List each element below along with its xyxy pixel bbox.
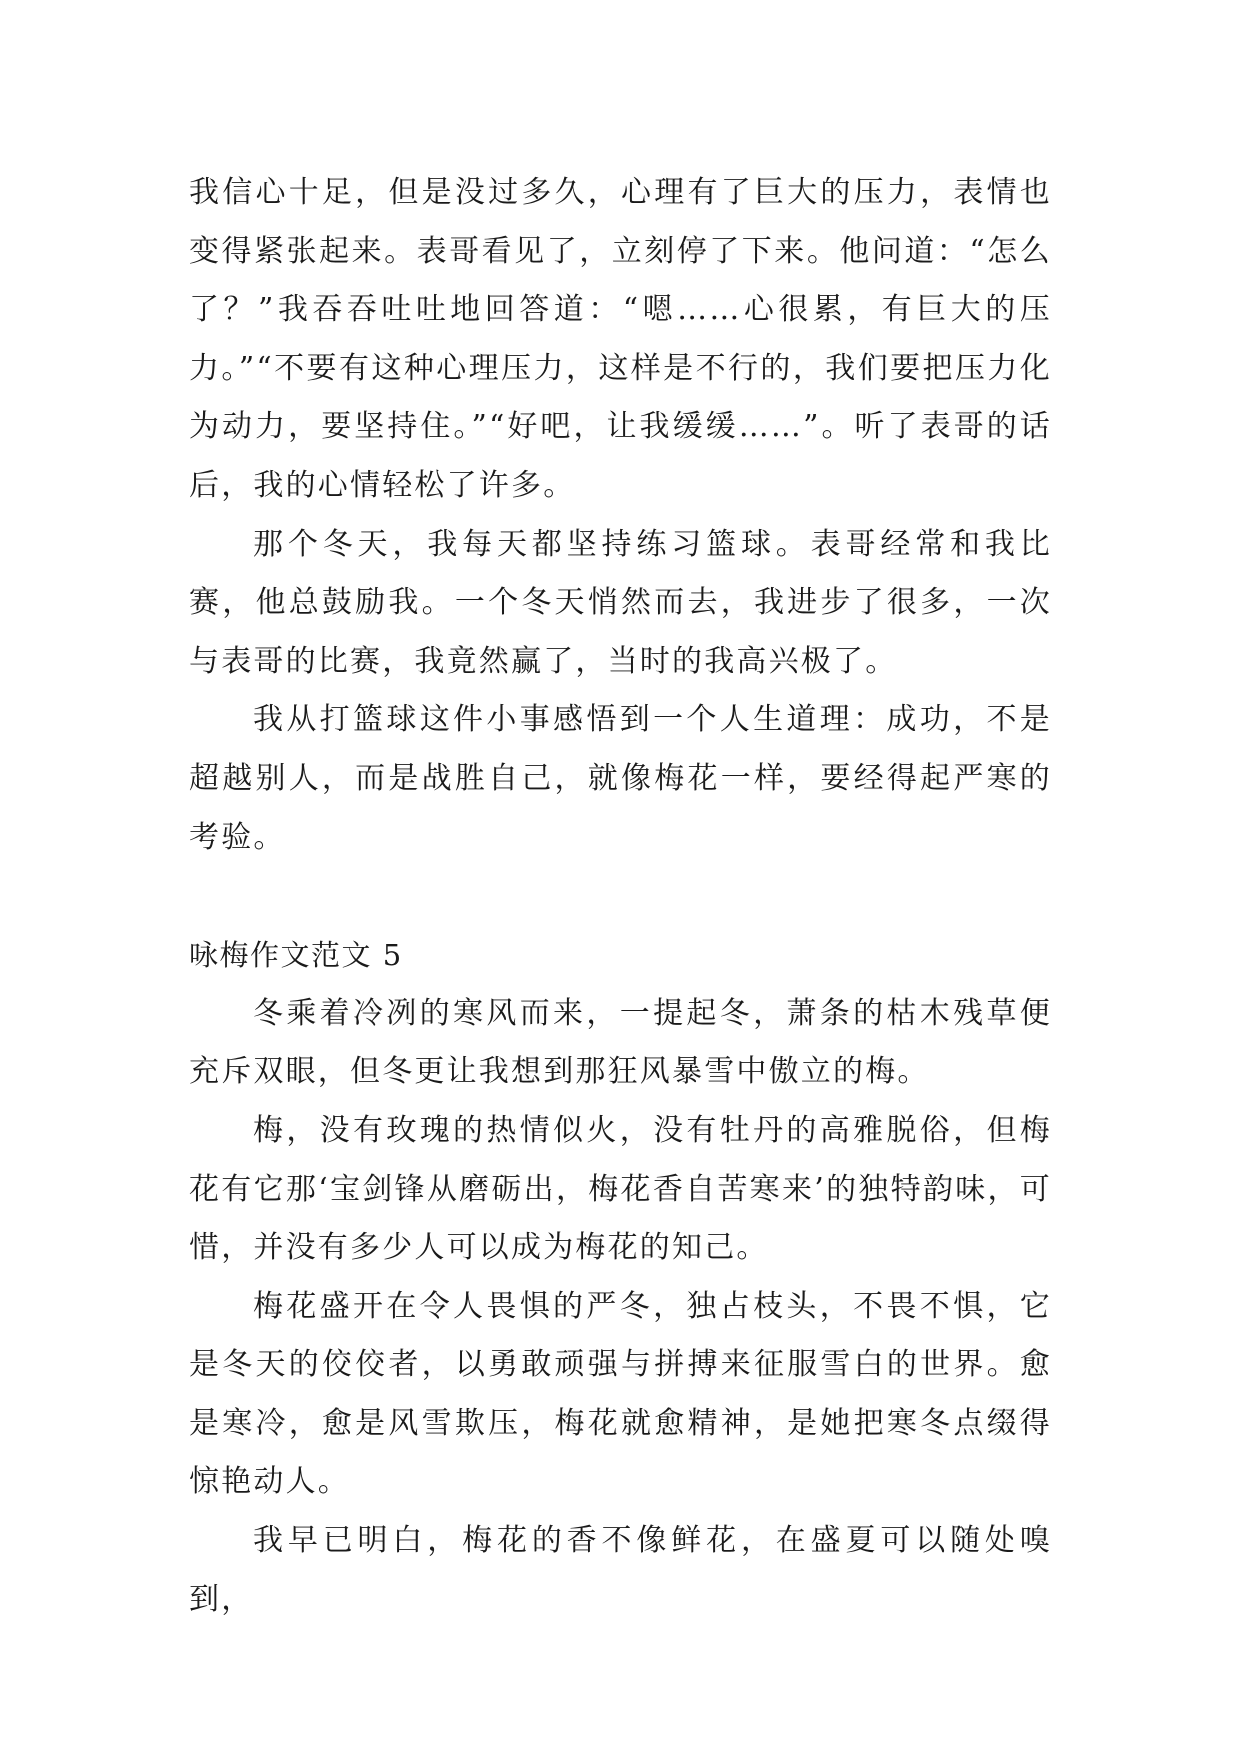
section-heading: 咏梅作文范文 5: [189, 938, 403, 973]
paragraph: 梅，没有玫瑰的热情似火，没有牡丹的高雅脱俗，但梅花有它那‘宝剑锋从磨砺出，梅花香自苦寒来’的独特韵味，可惜，并没有多少人可以成为梅花的知己。: [189, 1112, 1052, 1266]
paragraph: 冬乘着冷冽的寒风而来，一提起冬，萧条的枯木残草便充斥双眼，但冬更让我想到那狂风暴雪中傲立的梅。: [189, 995, 1052, 1090]
paragraph: 我早已明白，梅花的香不像鲜花，在盛夏可以随处嗅到，: [189, 1523, 1052, 1617]
document-body: [189, 164, 1052, 1629]
section-gap: [189, 867, 1052, 926]
paragraph: 梅花盛开在令人畏惧的严冬，独占枝头，不畏不惧，它是冬天的佼佼者，以勇敢顽强与拼搏来征服雪白的世界。愈是寒冷，愈是风雪欺压，梅花就愈精神，是她把寒冬点缀得惊艳动人。: [189, 1288, 1052, 1500]
paragraph: 我从打篮球这件小事感悟到一个人生道理：成功，不是超越别人，而是战胜自己，就像梅花一样，要经得起严寒的考验。: [189, 702, 1052, 855]
paragraph: 那个冬天，我每天都坚持练习篮球。表哥经常和我比赛，他总鼓励我。一个冬天悄然而去，我进步了很多，一次与表哥的比赛，我竟然赢了，当时的我高兴极了。: [189, 526, 1052, 679]
paragraph: 我信心十足，但是没过多久，心理有了巨大的压力，表情也变得紧张起来。表哥看见了，立刻停了下来。他问道：“怎么了？”我吞吞吐吐地回答道：“嗯……心很累，有巨大的压力。”“不要有这种心理压力，这样是不行的，我们要把压力化为动力，要坚持住。”“好吧，让我缓缓……”。听了表哥的话后，我的心情轻松了许多。: [189, 175, 1052, 503]
